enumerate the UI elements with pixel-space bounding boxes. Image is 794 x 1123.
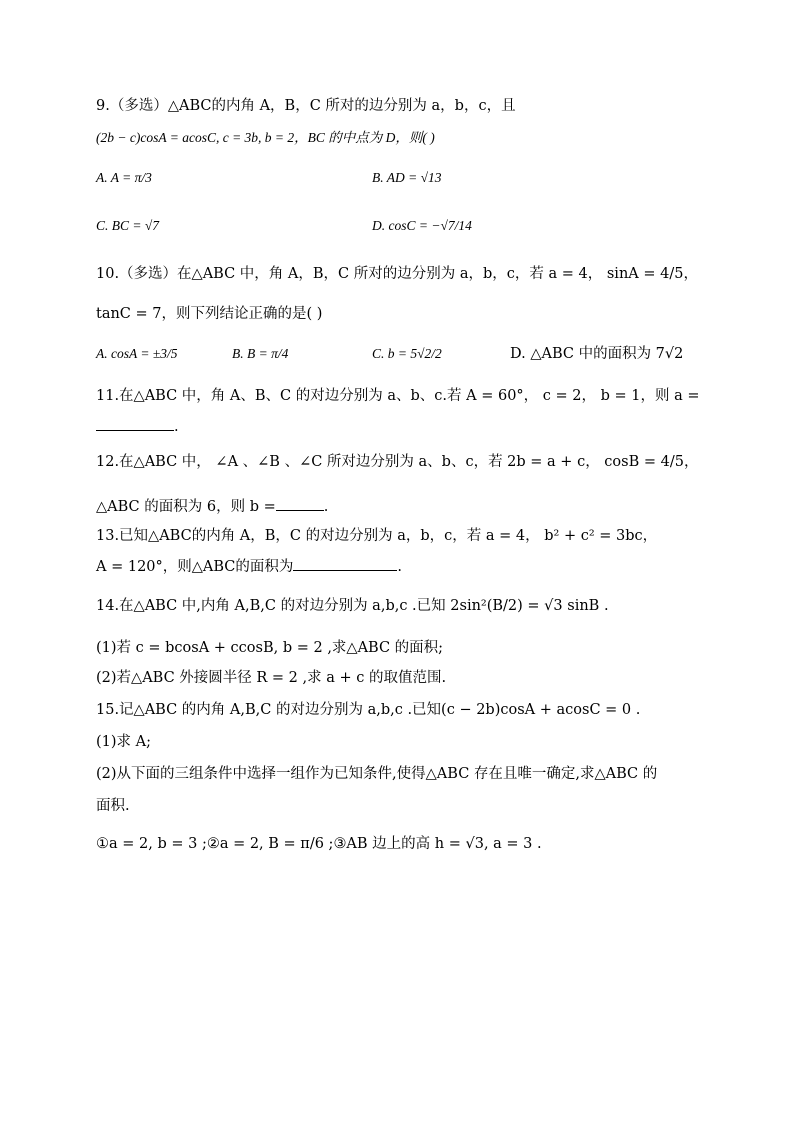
q12-text: △ABC 的面积为 6，则 b =	[96, 499, 276, 515]
q11-stem: 11.在△ABC 中，角 A、B、C 的对边分别为 a、b、c.若 A = 60°， c = 2， b = 1，则 a =	[96, 388, 700, 404]
q10-condition: tanC = 7，则下列结论正确的是( )	[96, 306, 323, 322]
q15-part2-line2: 面积.	[96, 798, 130, 814]
q12-stem: 12.在△ABC 中， ∠A 、∠B 、∠C 所对边分别为 a、b、c，若 2b = a + c， cosB = 4/5，	[96, 454, 699, 470]
q10-stem: 10.（多选）在△ABC 中，角 A，B，C 所对的边分别为 a，b，c，若 a = 4， sinA = 4/5，	[96, 266, 698, 282]
q9-condition: (2b − c)cosA = acosC, c = 3b, b = 2，BC 的中点为 D，则( )	[96, 130, 435, 145]
q13-text: A = 120°，则△ABC的面积为	[96, 559, 294, 575]
q14-part1: (1)若 c = bcosA + ccosB, b = 2 ,求△ABC 的面积;	[96, 640, 444, 656]
q10-option-c: C. b = 5√2/2	[372, 346, 442, 361]
q15-part2-line1: (2)从下面的三组条件中选择一组作为已知条件,使得△ABC 存在且唯一确定,求△ABC 的	[96, 766, 658, 782]
q12-answer-blank	[276, 496, 324, 511]
q9-option-b: B. AD = √13	[372, 170, 442, 185]
q9-stem: 9.（多选）△ABC的内角 A，B，C 所对的边分别为 a，b，c，且	[96, 98, 516, 114]
q15-part1: (1)求 A;	[96, 734, 152, 750]
q9-option-d: D. cosC = −√7/14	[372, 218, 472, 233]
q10-option-d: D. △ABC 中的面积为 7√2	[510, 346, 684, 362]
q13-line2: A = 120°，则△ABC的面积为 .	[96, 556, 402, 577]
q15-conditions: ①a = 2, b = 3 ;②a = 2, B = π/6 ;③AB 边上的高 h = √3, a = 3 .	[96, 836, 542, 852]
q13-stem: 13.已知△ABC的内角 A，B，C 的对边分别为 a，b，c，若 a = 4， b² + c² = 3bc，	[96, 528, 658, 544]
q14-stem: 14.在△ABC 中,内角 A,B,C 的对边分别为 a,b,c .已知 2sin²(B/2) = √3 sinB .	[96, 598, 609, 614]
q14-part2: (2)若△ABC 外接圆半径 R = 2 ,求 a + c 的取值范围.	[96, 670, 447, 686]
q9-option-a: A. A = π/3	[96, 170, 152, 185]
q11-answer-blank: .	[96, 416, 179, 437]
q15-stem: 15.记△ABC 的内角 A,B,C 的对边分别为 a,b,c .已知(c − 2b)cosA + acosC = 0 .	[96, 702, 641, 718]
q12-line2: △ABC 的面积为 6，则 b = .	[96, 496, 328, 517]
q10-option-a: A. cosA = ±3/5	[96, 346, 178, 361]
q13-answer-blank	[293, 556, 397, 571]
q10-option-b: B. B = π/4	[232, 346, 289, 361]
q9-option-c: C. BC = √7	[96, 218, 160, 233]
